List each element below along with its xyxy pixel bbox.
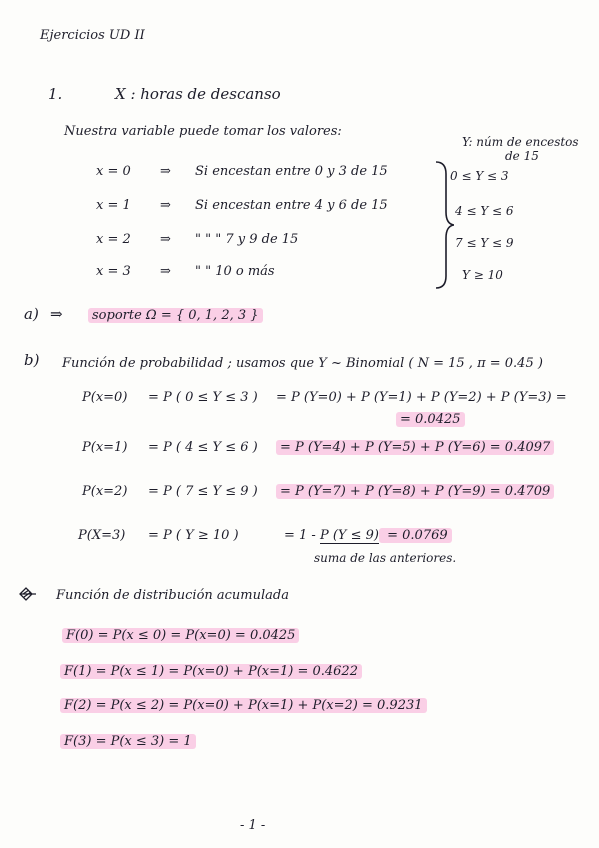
prob-lhs: P(x=2) <box>82 484 128 499</box>
cdf-line: F(3) = P(x ≤ 3) = 1 <box>60 734 196 749</box>
row-arrow: ⇒ <box>160 164 171 179</box>
row-arrow: ⇒ <box>160 232 171 247</box>
scribble-bullet-icon <box>18 586 38 602</box>
variable-definition: X : horas de descanso <box>115 85 281 103</box>
prob-rhs-underlined: P (Y ≤ 9) <box>319 528 379 543</box>
curly-brace-icon <box>432 160 454 290</box>
y-note-line2: de 15 <box>505 149 539 163</box>
probability-intro: Función de probabilidad ; usamos que Y ~ Binomial ( N = 15 , π = 0.45 ) <box>62 356 543 371</box>
row-text: " " " 7 y 9 de 15 <box>195 232 299 247</box>
prob-lhs: P(x=0) <box>82 390 128 405</box>
row-lhs: x = 2 <box>96 232 131 247</box>
prob-rhs-complement <box>284 528 452 544</box>
prob-mid: = P ( 0 ≤ Y ≤ 3 ) <box>148 390 258 405</box>
prob-rhs: = P (Y=7) + P (Y=8) + P (Y=9) = 0.4709 <box>276 484 554 499</box>
part-a-arrow: ⇒ <box>50 305 63 323</box>
row-range: Y ≥ 10 <box>462 268 503 282</box>
sum-note: suma de las anteriores. <box>314 551 457 565</box>
row-arrow: ⇒ <box>160 264 171 279</box>
row-text: Si encestan entre 0 y 3 de 15 <box>195 164 388 179</box>
row-range: 7 ≤ Y ≤ 9 <box>455 236 514 250</box>
row-lhs: x = 0 <box>96 164 131 179</box>
page-number: - 1 - <box>240 818 266 833</box>
prob-mid: = P ( 7 ≤ Y ≤ 9 ) <box>148 484 258 499</box>
prob-rhs: = P (Y=4) + P (Y=5) + P (Y=6) = 0.4097 <box>276 440 554 455</box>
prob-result-0: = 0.0425 <box>396 412 465 427</box>
row-lhs: x = 3 <box>96 264 131 279</box>
prob-rhs-post: = 0.0769 <box>379 528 452 543</box>
row-range: 0 ≤ Y ≤ 3 <box>450 169 509 183</box>
row-range: 4 ≤ Y ≤ 6 <box>455 204 514 218</box>
page-title: Ejercicios UD II <box>40 28 145 43</box>
distribution-title: Función de distribución acumulada <box>56 588 289 603</box>
row-text: Si encestan entre 4 y 6 de 15 <box>195 198 388 213</box>
prob-rhs: = P (Y=0) + P (Y=1) + P (Y=2) + P (Y=3) = <box>276 390 567 405</box>
part-a-label: a) <box>24 305 39 323</box>
prob-rhs-pre: = 1 - <box>284 528 320 543</box>
prob-lhs: P(x=1) <box>82 440 128 455</box>
row-text: " " 10 o más <box>195 264 275 279</box>
prob-lhs: P(X=3) <box>78 528 126 543</box>
row-lhs: x = 1 <box>96 198 131 213</box>
cdf-line: F(1) = P(x ≤ 1) = P(x=0) + P(x=1) = 0.4622 <box>60 664 362 679</box>
part-b-label: b) <box>24 351 40 369</box>
values-intro: Nuestra variable puede tomar los valores: <box>64 124 342 139</box>
exercise-number: 1. <box>48 85 63 103</box>
cdf-line: F(0) = P(x ≤ 0) = P(x=0) = 0.0425 <box>62 628 299 643</box>
support-set: soporte Ω = { 0, 1, 2, 3 } <box>88 308 263 323</box>
prob-mid: = P ( Y ≥ 10 ) <box>148 528 239 543</box>
y-note-line1: Y: núm de encestos <box>462 135 579 149</box>
prob-mid: = P ( 4 ≤ Y ≤ 6 ) <box>148 440 258 455</box>
cdf-line: F(2) = P(x ≤ 2) = P(x=0) + P(x=1) + P(x=2) = 0.9231 <box>60 698 427 713</box>
row-arrow: ⇒ <box>160 198 171 213</box>
